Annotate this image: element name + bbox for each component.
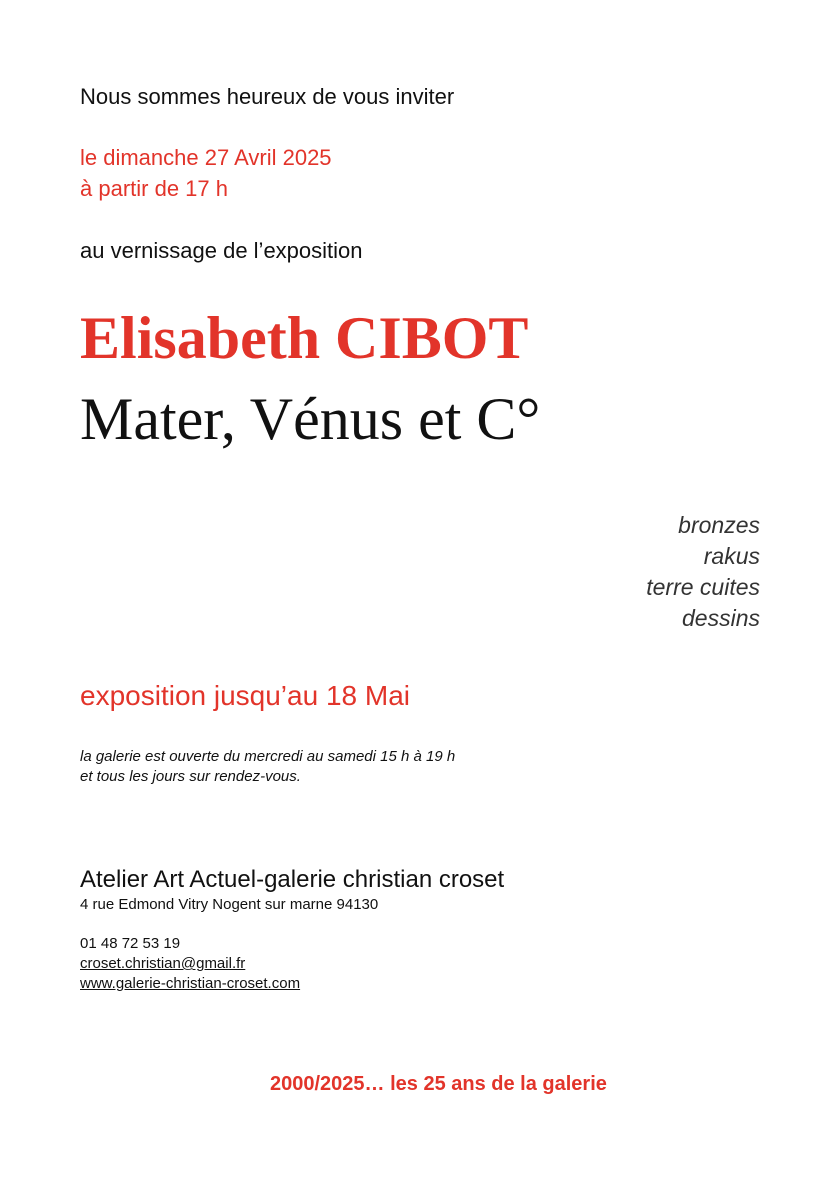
invitation-intro: Nous sommes heureux de vous inviter	[80, 84, 455, 109]
anniversary-banner: 2000/2025… les 25 ans de la galerie	[270, 1073, 607, 1095]
gallery-name: Atelier Art Actuel-galerie christian croset	[80, 866, 505, 893]
phone-number: 01 48 72 53 19	[80, 935, 181, 952]
artist-name: Elisabeth CIBOT	[80, 305, 529, 371]
contact-block	[80, 934, 300, 994]
event-date: le dimanche 27 Avril 2025	[80, 145, 332, 170]
media-item-rakus: rakus	[703, 543, 760, 569]
media-item-bronzes: bronzes	[678, 512, 760, 538]
website-link[interactable]: www.galerie-christian-croset.com	[80, 975, 301, 992]
opening-hours-line-2: et tous les jours sur rendez-vous.	[80, 768, 301, 785]
opening-hours	[80, 747, 455, 787]
gallery-address: 4 rue Edmond Vitry Nogent sur marne 94130	[80, 896, 379, 913]
email-link[interactable]: croset.christian@gmail.fr	[80, 955, 246, 972]
media-list	[646, 510, 760, 634]
exhibition-end-date: exposition jusqu’au 18 Mai	[80, 680, 410, 711]
media-item-terre-cuites: terre cuites	[646, 574, 760, 600]
opening-hours-line-1: la galerie est ouverte du mercredi au samedi 15 h à 19 h	[80, 748, 456, 765]
vernissage-text: au vernissage de l’exposition	[80, 238, 363, 263]
media-item-dessins: dessins	[682, 605, 760, 631]
exhibition-title: Mater, Vénus et C°	[80, 386, 541, 452]
event-time: à partir de 17 h	[80, 176, 228, 201]
